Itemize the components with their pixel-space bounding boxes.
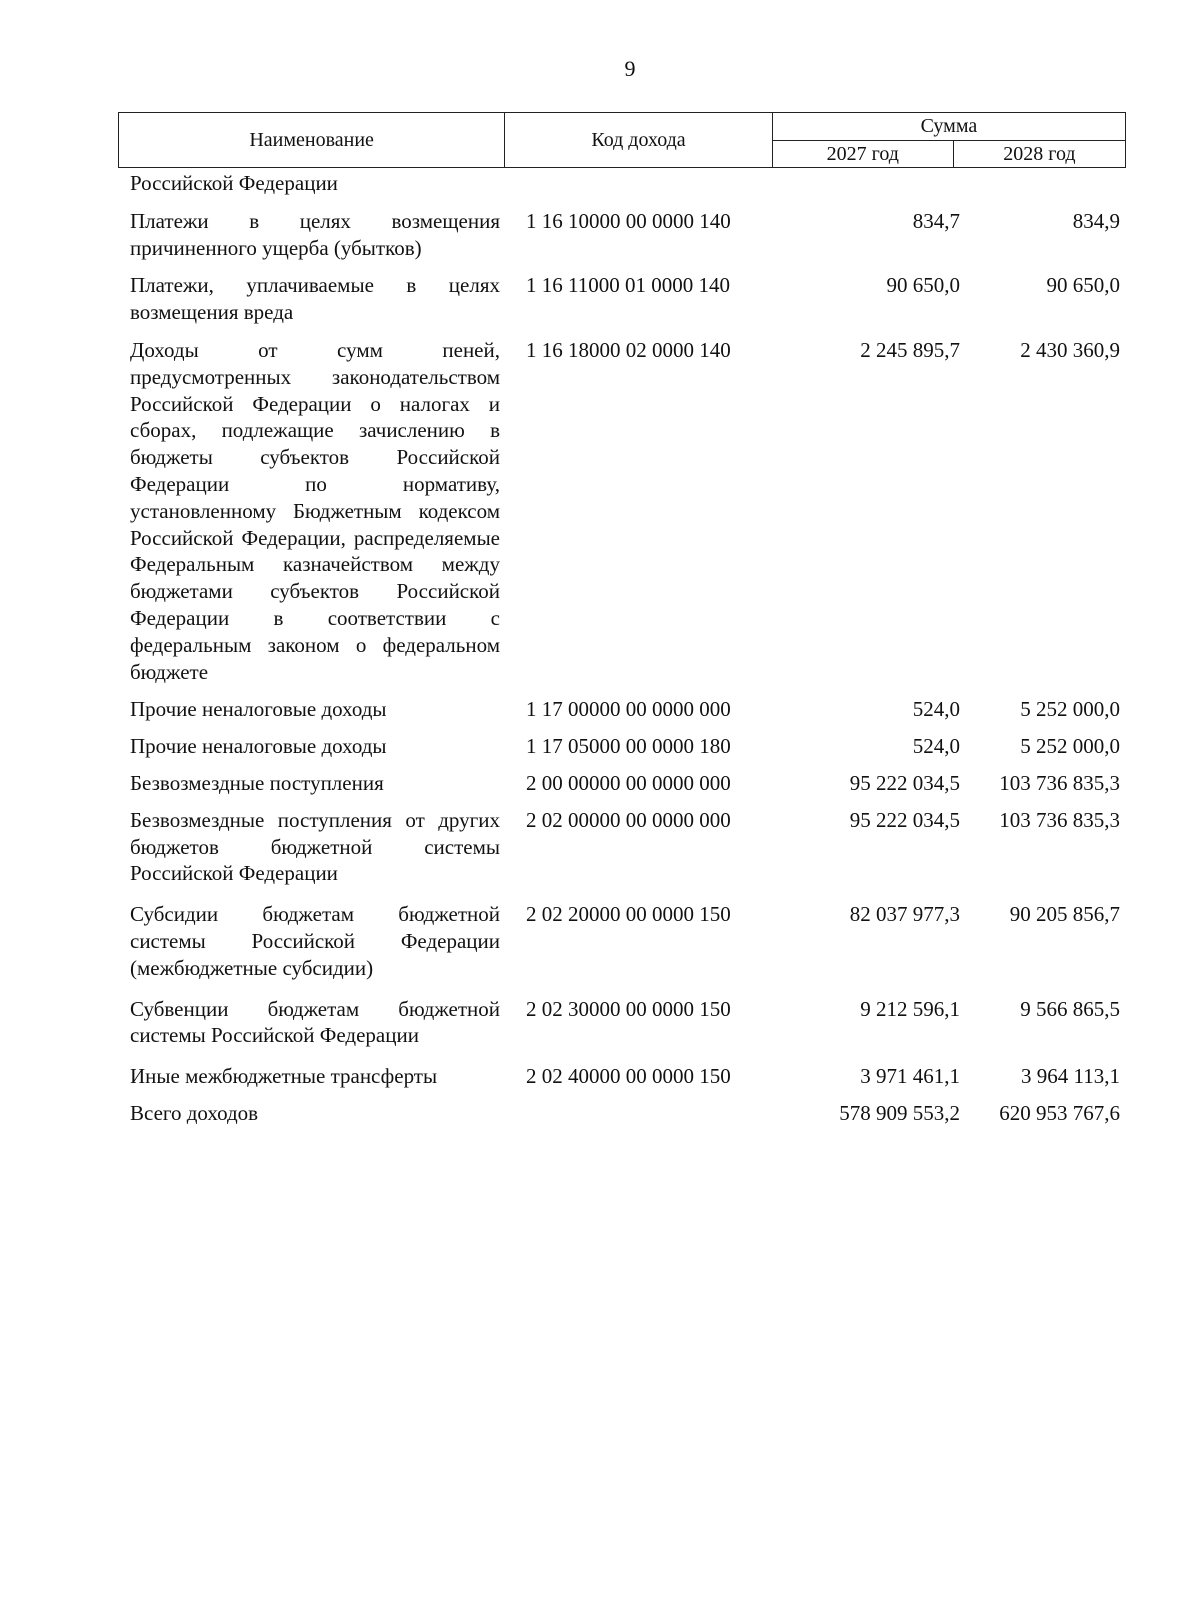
row-value-2028: 5 252 000,0 [1020, 734, 1120, 759]
row-value-2028: 2 430 360,9 [1020, 337, 1120, 362]
row-value-2028: 3 964 113,1 [1021, 1064, 1120, 1089]
header-name: Наименование [119, 113, 505, 168]
row-code: 1 16 11000 01 0000 140 [526, 273, 730, 298]
table-row [130, 1100, 1130, 1127]
page-number: 9 [624, 56, 636, 81]
row-name: Иные межбюджетные трансферты [130, 1064, 438, 1089]
row-value-2027: 95 222 034,5 [849, 807, 960, 832]
row-value-2027: 82 037 977,3 [849, 902, 960, 927]
row-code: 2 02 40000 00 0000 150 [526, 1064, 731, 1089]
row-value-2027: 834,7 [912, 208, 960, 233]
row-value-2028 [960, 170, 1120, 197]
row-name: Безвозмездные поступления от других бюджетов бюджетной системы Российской Федерации [130, 807, 500, 886]
row-code: 2 02 30000 00 0000 150 [526, 996, 731, 1021]
header-year-2027: 2027 год [772, 140, 953, 168]
row-value-2028: 90 650,0 [1046, 273, 1120, 298]
row-name: Безвозмездные поступления [130, 770, 384, 795]
row-value-2028: 834,9 [1072, 208, 1120, 233]
row-code: 2 02 20000 00 0000 150 [526, 902, 731, 927]
table-row [130, 1063, 1130, 1090]
row-value-2027: 3 971 461,1 [860, 1064, 960, 1089]
row-value-2027: 95 222 034,5 [849, 770, 960, 795]
row-name: Платежи, уплачиваемые в целях возмещения вреда [130, 273, 500, 325]
header-code: Код дохода [505, 113, 773, 168]
row-name: Доходы от сумм пеней, предусмотренных законодательством Российской Федерации о налогах и сборах, подлежащие зачислению в бюджеты субъектов Российской Федерации по нормативу, установленному Бюджетным кодексом Российской Федерации, распределяемые Федеральным казначейством между бюджетами субъектов Российской Федерации в соответствии с федеральным законом о федеральном бюджете [130, 337, 500, 684]
table-body [130, 170, 1130, 1127]
table-row [130, 696, 1130, 723]
header-sum: Сумма [772, 113, 1125, 141]
row-value-2028: 103 736 835,3 [999, 770, 1120, 795]
row-code: 2 02 00000 00 0000 000 [526, 807, 731, 832]
row-code: 1 16 10000 00 0000 140 [526, 208, 731, 233]
header-year-2028: 2028 год [953, 140, 1125, 168]
table-row [130, 770, 1130, 797]
table-row [130, 272, 1130, 326]
table-row [130, 807, 1130, 887]
table-row [130, 901, 1130, 981]
row-name: Всего доходов [130, 1100, 259, 1125]
row-value-2027: 524,0 [912, 697, 960, 722]
row-value-2028: 9 566 865,5 [1020, 996, 1120, 1021]
row-value-2027: 90 650,0 [886, 273, 960, 298]
row-name: Российской Федерации [130, 171, 338, 195]
table-row [130, 208, 1130, 262]
table-row [130, 733, 1130, 760]
row-value-2027: 578 909 553,2 [839, 1100, 960, 1125]
row-value-2028: 620 953 767,6 [999, 1100, 1120, 1125]
row-value-2028: 5 252 000,0 [1020, 697, 1120, 722]
row-name: Платежи в целях возмещения причиненного ущерба (убытков) [130, 208, 500, 260]
row-code: 1 16 18000 02 0000 140 [526, 337, 731, 362]
row-value-2028: 90 205 856,7 [1009, 902, 1120, 927]
row-code: 2 00 00000 00 0000 000 [526, 770, 731, 795]
table-row [130, 996, 1130, 1050]
row-value-2027: 524,0 [912, 734, 960, 759]
row-code [526, 1100, 796, 1127]
row-name: Субсидии бюджетам бюджетной системы Российской Федерации (межбюджетные субсидии) [130, 902, 500, 980]
row-code [526, 170, 796, 197]
row-name: Прочие неналоговые доходы [130, 734, 387, 759]
row-name: Прочие неналоговые доходы [130, 697, 387, 722]
table-header [118, 112, 1126, 168]
row-value-2027 [796, 170, 960, 197]
row-value-2028: 103 736 835,3 [999, 807, 1120, 832]
row-name: Субвенции бюджетам бюджетной системы Российской Федерации [130, 996, 500, 1048]
table-row [130, 170, 1130, 197]
row-value-2027: 2 245 895,7 [860, 337, 960, 362]
row-code: 1 17 05000 00 0000 180 [526, 734, 731, 759]
row-value-2027: 9 212 596,1 [860, 996, 960, 1021]
row-code: 1 17 00000 00 0000 000 [526, 697, 731, 722]
table-row [130, 337, 1130, 685]
